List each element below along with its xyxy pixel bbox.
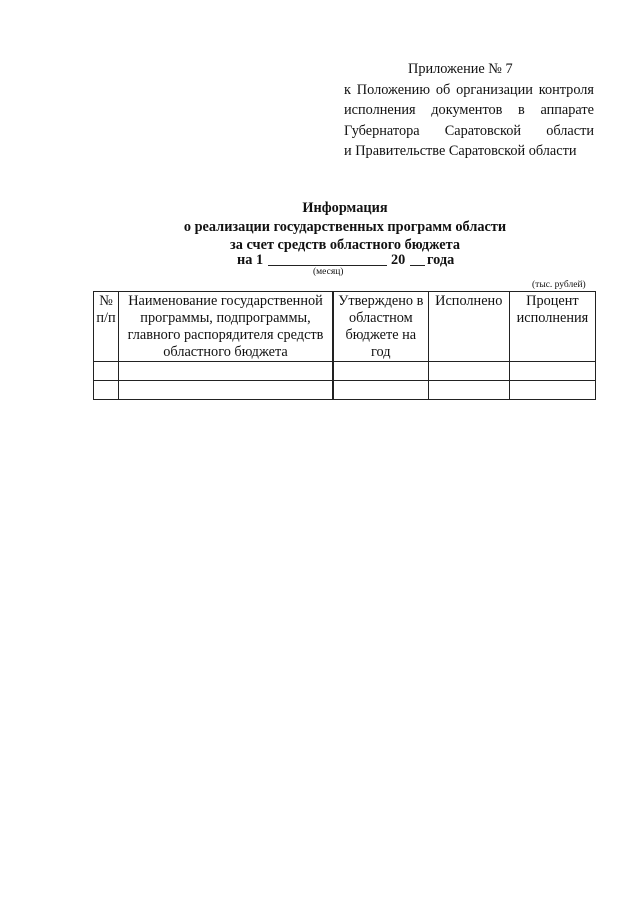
appendix-line: исполнения документов в аппарате (344, 102, 594, 118)
table-cell[interactable] (333, 381, 428, 400)
date-suffix: года (427, 252, 455, 268)
table-cell[interactable] (119, 362, 333, 381)
header-percent: Процент исполнения (509, 292, 595, 362)
table-row (94, 381, 596, 400)
year-blank-field[interactable] (410, 265, 425, 266)
date-year: 20 (391, 252, 406, 268)
table-cell[interactable] (509, 362, 595, 381)
table-cell[interactable] (333, 362, 428, 381)
appendix-line: и Правительстве Саратовской области (344, 143, 577, 159)
month-blank-field[interactable] (268, 265, 387, 266)
units-caption: (тыс. рублей) (532, 280, 586, 290)
table-cell[interactable] (428, 381, 509, 400)
appendix-block (344, 59, 594, 162)
title-line: за счет средств областного бюджета (230, 237, 460, 253)
table-cell[interactable] (94, 362, 119, 381)
appendix-number: Приложение № 7 (408, 61, 513, 77)
table-cell[interactable] (94, 381, 119, 400)
month-caption: (месяц) (313, 267, 344, 277)
appendix-line: к Положению об организации контроля (344, 81, 594, 98)
title-line: Информация (302, 200, 388, 216)
title-line: о реализации государственных программ области (183, 218, 507, 235)
table-cell[interactable] (509, 381, 595, 400)
document-title (100, 199, 590, 255)
table-row (94, 362, 596, 381)
programs-table (93, 291, 596, 400)
date-prefix: на 1 (237, 252, 264, 268)
table-cell[interactable] (428, 362, 509, 381)
table-header-row (94, 292, 596, 362)
header-program-name: Наименование государственной программы, подпрограммы, главного распорядителя средств областного бюджета (119, 292, 333, 362)
table-cell[interactable] (119, 381, 333, 400)
header-number: № п/п (94, 292, 119, 362)
header-approved: Утверждено в областном бюджете на год (333, 292, 428, 362)
appendix-line: Губернатора Саратовской области (344, 122, 594, 139)
header-executed: Исполнено (428, 292, 509, 362)
